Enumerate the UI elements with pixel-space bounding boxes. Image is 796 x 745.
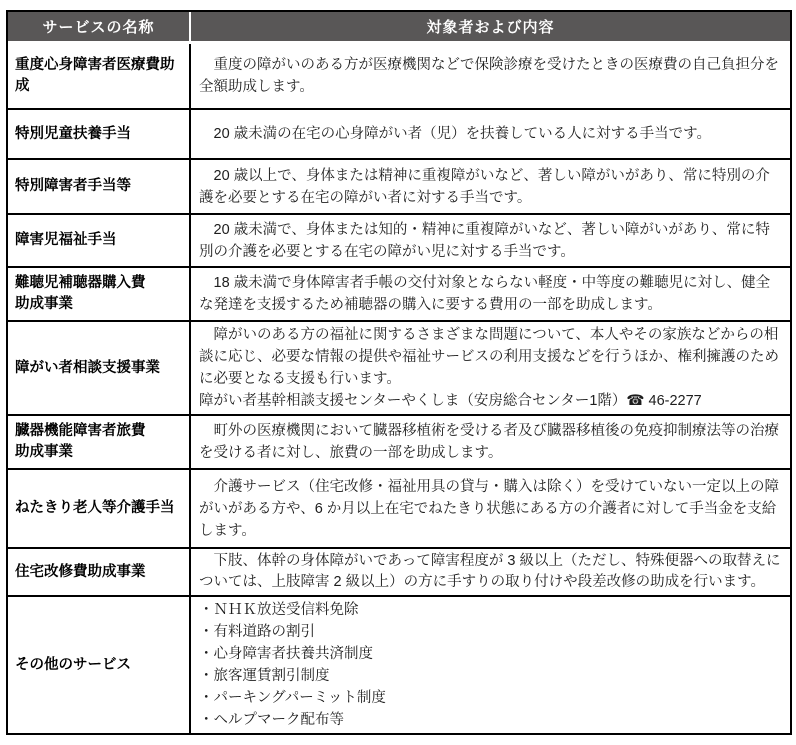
service-description-cell [191,322,790,416]
bullet-item: ・パーキングパーミット制度 [199,690,386,706]
header-row [8,12,790,44]
service-name-cell: 特別障害者手当等 [8,160,191,215]
service-description-cell [191,215,790,268]
document-sheet [6,10,792,735]
description-paragraph: 重度の障がいのある方が医療機関などで保険診療を受けたときの医療費の自己負担分を全額助成します。 [199,57,779,95]
service-name-cell: 住宅改修費助成事業 [8,549,191,597]
service-description-cell [191,44,790,110]
contact-line [199,390,782,412]
table-row [8,268,790,322]
phone-icon: ☎ [626,393,645,409]
description-paragraph: 町外の医療機関において臓器移植術を受ける者及び臓器移植後の免疫抑制療法等の治療を受ける者に対し、旅費の一部を助成します。 [199,423,779,461]
service-name-cell: 重度心身障害者医療費助成 [8,44,191,110]
description-paragraph: 介護サービス（住宅改修・福祉用具の貸与・購入は除く）を受けていない一定以上の障がいがある方や、6 か月以上在宅でねたきり状態にある方の介護者に対して手当金を支給します。 [199,478,779,539]
service-description-cell [191,160,790,215]
description-paragraph: 20 歳以上で、身体または精神に重複障がいなど、著しい障がいがあり、常に特別の介護を必要とする在宅の障がい者に対する手当です。 [199,167,770,206]
service-name-cell: 臓器機能障害者旅費 助成事業 [8,416,191,470]
description-paragraph: 20 歳未満の在宅の心身障がい者（児）を扶養している人に対する手当です。 [213,126,711,142]
bullet-item: ・有料道路の割引 [199,624,315,640]
service-name-cell: その他のサービス [8,597,191,733]
service-description-cell [191,549,790,597]
table-row [8,549,790,597]
table-row [8,215,790,268]
service-name-cell: 特別児童扶養手当 [8,110,191,160]
description-paragraph: 障がいのある方の福祉に関するさまざまな問題について、本人やその家族などからの相談に応じ、必要な情報の提供や福祉サービスの利用支援などを行うほか、権利擁護のために必要となる支援も行います。 [199,327,779,387]
service-description-cell [191,268,790,322]
bullet-item: ・旅客運賃割引制度 [199,668,330,684]
bullet-item: ・ヘルプマーク配布等 [199,712,344,728]
service-description-cell [191,597,790,733]
service-name-cell: 難聴児補聴器購入費 助成事業 [8,268,191,322]
table-row [8,44,790,110]
phone-number: 46-2277 [648,393,702,409]
service-description-cell [191,470,790,549]
bullet-item: ・心身障害者扶養共済制度 [199,646,373,662]
service-name-cell: ねたきり老人等介護手当 [8,470,191,549]
table-row [8,110,790,160]
table-row [8,322,790,416]
table-row [8,597,790,733]
bullet-item: ・ＮＨＫ放送受信料免除 [199,602,359,618]
contact-text: 障がい者基幹相談支援センターやくしま（安房総合センター1階） [199,393,627,409]
service-description-cell [191,110,790,160]
column-header-description: 対象者および内容 [191,12,790,44]
table-row [8,470,790,549]
column-header-service: サービスの名称 [8,12,191,44]
service-name-cell: 障害児福祉手当 [8,215,191,268]
description-paragraph: 18 歳未満で身体障害者手帳の交付対象とならない軽度・中等度の難聴児に対し、健全な発達を支援するため補聴器の購入に要する費用の一部を助成します。 [199,275,771,313]
table-row [8,160,790,215]
description-paragraph: 下肢、体幹の身体障がいであって障害程度が 3 級以上（ただし、特殊便器への取替えについては、上肢障害 2 級以上）の方に手すりの取り付けや段差改修の助成を行います。 [199,553,781,590]
table-row [8,416,790,470]
service-description-cell [191,416,790,470]
service-name-cell: 障がい者相談支援事業 [8,322,191,416]
description-paragraph: 20 歳未満で、身体または知的・精神に重複障がいなど、著しい障がいがあり、常に特別の介護を必要とする在宅の障がい児に対する手当です。 [199,221,770,260]
services-table [6,10,792,735]
